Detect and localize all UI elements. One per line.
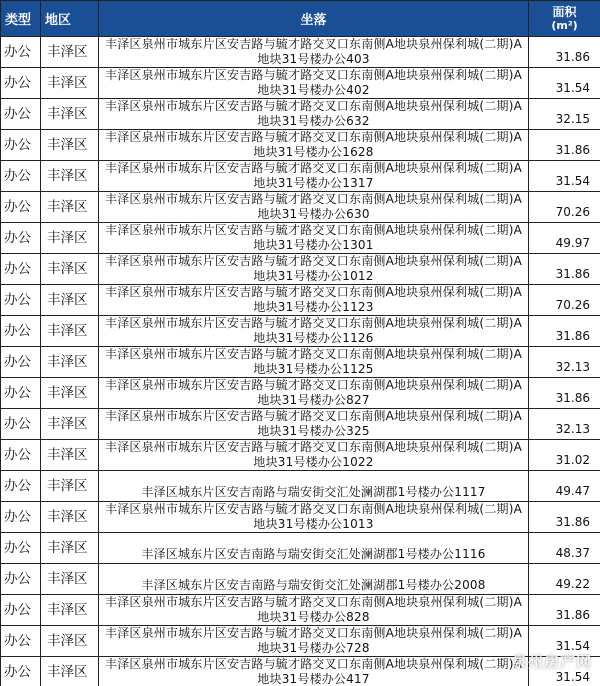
table-row [1,316,600,347]
cell-area: 丰泽区 [41,347,99,378]
cell-area: 丰泽区 [41,68,99,99]
cell-type: 办公 [1,192,41,223]
cell-location: 丰泽区泉州市城东片区安吉路与毓才路交叉口东南侧A地块泉州保利城(二期)A地块31号楼办公417 [99,657,529,686]
table-row [1,471,600,502]
cell-type: 办公 [1,316,41,347]
cell-location: 丰泽区泉州市城东片区安吉路与毓才路交叉口东南侧A地块泉州保利城(二期)A地块31号楼办公1013 [99,502,529,533]
cell-area: 丰泽区 [41,254,99,285]
table-row [1,130,600,161]
cell-type: 办公 [1,657,41,686]
cell-amount: 31.54 [529,657,600,686]
cell-type: 办公 [1,223,41,254]
table-row [1,378,600,409]
table-row [1,223,600,254]
cell-area: 丰泽区 [41,192,99,223]
cell-amount: 31.54 [529,626,600,657]
cell-area: 丰泽区 [41,626,99,657]
header-location: 坐落 [99,1,529,37]
cell-amount: 49.47 [529,471,600,502]
table-row [1,285,600,316]
watermark: 泉州房产网 [511,653,592,671]
cell-area: 丰泽区 [41,316,99,347]
header-area: 地区 [41,1,99,37]
table-row [1,564,600,595]
cell-type: 办公 [1,347,41,378]
cell-location: 丰泽区泉州市城东片区安吉路与毓才路交叉口东南侧A地块泉州保利城(二期)A地块31号楼办公403 [99,37,529,68]
cell-location: 丰泽区泉州市城东片区安吉路与毓才路交叉口东南侧A地块泉州保利城(二期)A地块31号楼办公1317 [99,161,529,192]
cell-area: 丰泽区 [41,471,99,502]
table-row [1,657,600,686]
cell-area: 丰泽区 [41,564,99,595]
table-row [1,409,600,440]
table-row [1,192,600,223]
cell-amount: 31.86 [529,130,600,161]
cell-type: 办公 [1,564,41,595]
cell-amount: 32.15 [529,99,600,130]
cell-amount: 31.86 [529,595,600,626]
cell-location: 丰泽区泉州市城东片区安吉路与毓才路交叉口东南侧A地块泉州保利城(二期)A地块31号楼办公1301 [99,223,529,254]
table-row [1,37,600,68]
cell-area: 丰泽区 [41,130,99,161]
cell-location: 丰泽区泉州市城东片区安吉路与毓才路交叉口东南侧A地块泉州保利城(二期)A地块31号楼办公325 [99,409,529,440]
header-amount [529,1,600,37]
table-row [1,254,600,285]
cell-location: 丰泽区泉州市城东片区安吉路与毓才路交叉口东南侧A地块泉州保利城(二期)A地块31号楼办公827 [99,378,529,409]
cell-location: 丰泽区泉州市城东片区安吉路与毓才路交叉口东南侧A地块泉州保利城(二期)A地块31号楼办公630 [99,192,529,223]
header-type: 类型 [1,1,41,37]
cell-type: 办公 [1,161,41,192]
cell-type: 办公 [1,502,41,533]
cell-type: 办公 [1,130,41,161]
cell-area: 丰泽区 [41,409,99,440]
cell-type: 办公 [1,99,41,130]
cell-type: 办公 [1,595,41,626]
cell-amount: 48.37 [529,533,600,564]
cell-amount: 31.86 [529,254,600,285]
table-row [1,440,600,471]
cell-amount: 31.54 [529,68,600,99]
cell-area: 丰泽区 [41,223,99,254]
header-amount-unit: (m²) [551,18,578,32]
cell-amount: 31.86 [529,378,600,409]
cell-amount: 32.13 [529,409,600,440]
cell-type: 办公 [1,68,41,99]
table-row [1,99,600,130]
cell-area: 丰泽区 [41,285,99,316]
cell-type: 办公 [1,471,41,502]
cell-type: 办公 [1,440,41,471]
cell-location: 丰泽区泉州市城东片区安吉路与毓才路交叉口东南侧A地块泉州保利城(二期)A地块31号楼办公728 [99,626,529,657]
cell-location: 丰泽区泉州市城东片区安吉路与毓才路交叉口东南侧A地块泉州保利城(二期)A地块31号楼办公1022 [99,440,529,471]
cell-area: 丰泽区 [41,378,99,409]
cell-amount: 70.26 [529,285,600,316]
table-body [1,37,600,686]
cell-location: 丰泽区泉州市城东片区安吉路与毓才路交叉口东南侧A地块泉州保利城(二期)A地块31号楼办公1123 [99,285,529,316]
cell-amount: 31.86 [529,316,600,347]
cell-area: 丰泽区 [41,502,99,533]
table-row [1,68,600,99]
cell-area: 丰泽区 [41,533,99,564]
table-row [1,595,600,626]
cell-type: 办公 [1,409,41,440]
header-row [1,1,600,37]
cell-area: 丰泽区 [41,595,99,626]
cell-location: 丰泽区泉州市城东片区安吉路与毓才路交叉口东南侧A地块泉州保利城(二期)A地块31号楼办公1126 [99,316,529,347]
cell-type: 办公 [1,37,41,68]
cell-location: 丰泽区泉州市城东片区安吉路与毓才路交叉口东南侧A地块泉州保利城(二期)A地块31号楼办公402 [99,68,529,99]
table-row [1,502,600,533]
cell-type: 办公 [1,285,41,316]
cell-type: 办公 [1,626,41,657]
cell-area: 丰泽区 [41,99,99,130]
cell-type: 办公 [1,378,41,409]
cell-amount: 70.26 [529,192,600,223]
cell-location: 丰泽区泉州市城东片区安吉路与毓才路交叉口东南侧A地块泉州保利城(二期)A地块31号楼办公1125 [99,347,529,378]
cell-location: 丰泽区泉州市城东片区安吉路与毓才路交叉口东南侧A地块泉州保利城(二期)A地块31号楼办公828 [99,595,529,626]
header-amount-label: 面积 [552,4,577,19]
cell-area: 丰泽区 [41,657,99,686]
cell-location: 丰泽区泉州市城东片区安吉路与毓才路交叉口东南侧A地块泉州保利城(二期)A地块31号楼办公1628 [99,130,529,161]
table-row [1,626,600,657]
cell-area: 丰泽区 [41,37,99,68]
table-row [1,533,600,564]
cell-type: 办公 [1,533,41,564]
cell-location: 丰泽区城东片区安吉南路与瑞安街交汇处澜湖郡1号楼办公1116 [99,533,529,564]
table-row [1,161,600,192]
cell-amount: 32.13 [529,347,600,378]
cell-location: 丰泽区城东片区安吉南路与瑞安街交汇处澜湖郡1号楼办公1117 [99,471,529,502]
cell-amount: 31.86 [529,37,600,68]
cell-amount: 49.97 [529,223,600,254]
cell-type: 办公 [1,254,41,285]
cell-location: 丰泽区泉州市城东片区安吉路与毓才路交叉口东南侧A地块泉州保利城(二期)A地块31号楼办公1012 [99,254,529,285]
cell-area: 丰泽区 [41,440,99,471]
cell-location: 丰泽区泉州市城东片区安吉路与毓才路交叉口东南侧A地块泉州保利城(二期)A地块31号楼办公632 [99,99,529,130]
table-row [1,347,600,378]
cell-amount: 31.54 [529,161,600,192]
cell-amount: 49.22 [529,564,600,595]
cell-amount: 31.86 [529,502,600,533]
cell-amount: 31.02 [529,440,600,471]
cell-location: 丰泽区城东片区安吉南路与瑞安街交汇处澜湖郡1号楼办公2008 [99,564,529,595]
cell-area: 丰泽区 [41,161,99,192]
